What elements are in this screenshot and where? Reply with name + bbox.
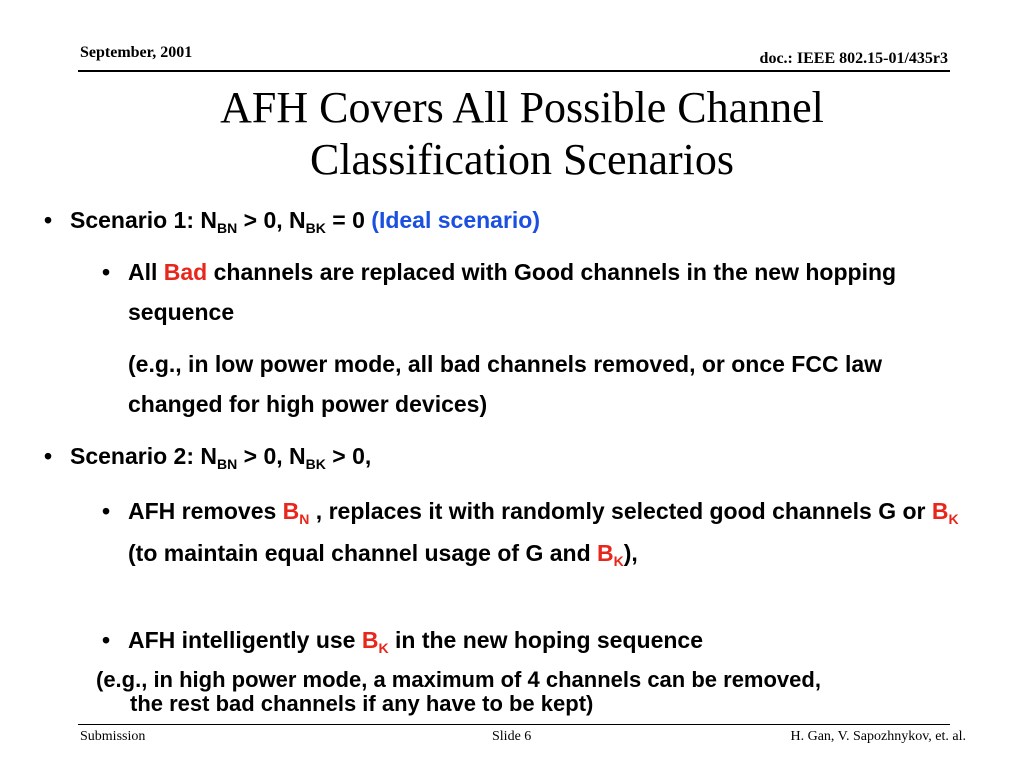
ideal-scenario-note: (Ideal scenario) — [371, 207, 541, 233]
footer-authors: H. Gan, V. Sapozhnykov, et. al. — [790, 729, 966, 744]
title-line-2: Classification Scenarios — [309, 135, 734, 184]
scenario-1-bullet — [102, 252, 962, 332]
bullet-marker: • — [44, 207, 53, 233]
footer-submission: Submission — [80, 729, 146, 744]
title-line-1: AFH Covers All Possible Channel — [220, 83, 824, 132]
scenario-1-example: (e.g., in low power mode, all bad channels removed, or once FCC law changed for high power devices) — [128, 351, 883, 417]
slide-title — [60, 82, 984, 186]
scenario-2-heading: Scenario 2: $N_{BN} > 0$, $N_{BK} > 0$, — [70, 443, 372, 472]
bullet-marker: • — [102, 498, 111, 524]
bullet-marker: • — [44, 443, 53, 469]
scenario-2-bullet-1 — [102, 490, 962, 574]
footer-slide-number: Slide 6 — [492, 729, 532, 744]
scenario-2-bullet-2 — [102, 620, 962, 660]
header-date: September, 2001 — [80, 44, 193, 61]
header-divider — [78, 70, 950, 72]
scenario-2-bullet-2-text: AFH intelligently use $B_K$ in the new hoping sequence — [128, 627, 703, 656]
footer-divider — [78, 724, 950, 725]
scenario-2-example: (e.g., in high power mode, a maximum of 4 channels can be removed, the rest bad channels if any have to be kept) — [96, 667, 821, 716]
bullet-marker: • — [102, 259, 111, 285]
scenario-1-heading: Scenario 1: $N_{BN} > 0$, $N_{BK} = 0$ (Ideal scenario) — [70, 207, 541, 236]
header-doc-id: doc.: IEEE 802.15-01/435r3 — [759, 50, 948, 67]
scenario-2-bullet-1-text: AFH removes $B_N$ , replaces it with randomly selected good channels G or $B_K$ (to maintain equal channel usage of G and $B_K$), — [128, 498, 959, 569]
bullet-marker: • — [102, 627, 111, 653]
scenario-1-bullet-text: All Bad channels are replaced with Good channels in the new hopping sequence — [128, 259, 897, 325]
bad-word: Bad — [163, 259, 208, 285]
